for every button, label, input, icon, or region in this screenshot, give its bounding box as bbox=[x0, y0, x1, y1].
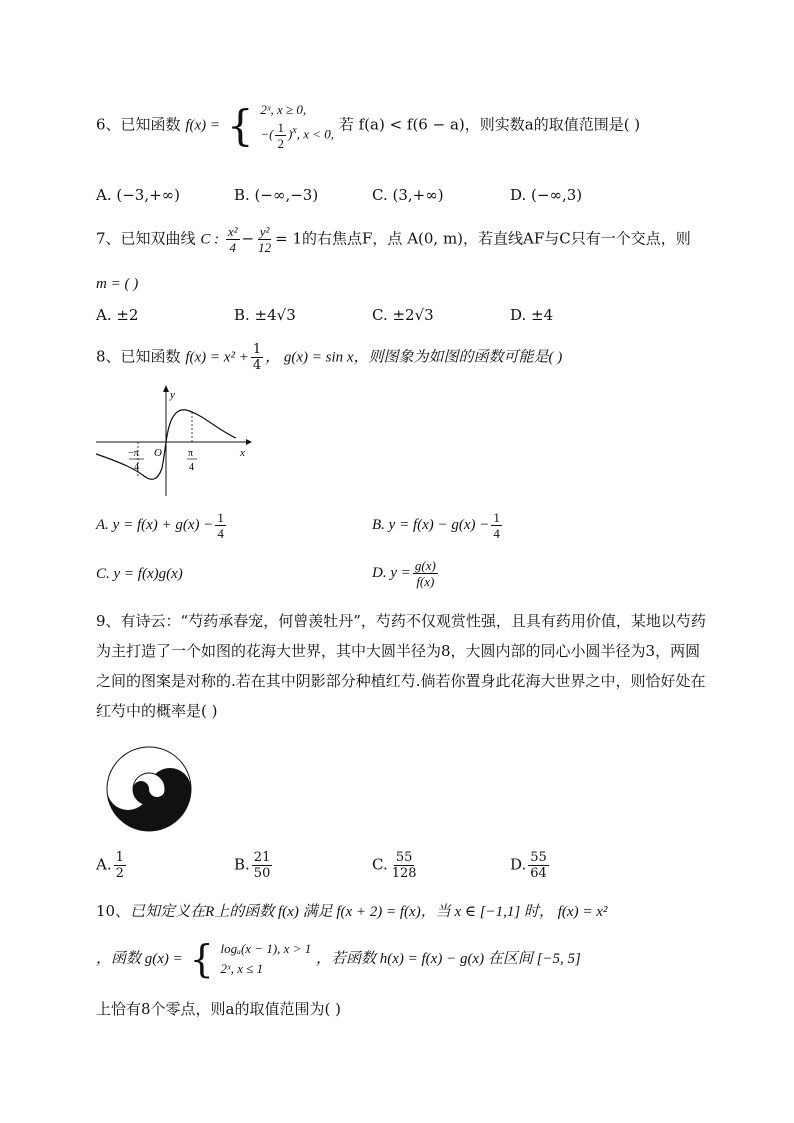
q6-options bbox=[96, 186, 706, 216]
q8-option-d[interactable]: D. y = $\frac{g(x)}{f(x)}$ bbox=[372, 558, 436, 589]
q7-option-a[interactable]: A. ±2 bbox=[96, 306, 139, 324]
q10-case-1: logₐ(x − 1), x > 1 bbox=[220, 941, 312, 956]
q8-option-b[interactable]: B. y = f(x) − g(x) − $\frac{1}{4}$ bbox=[372, 510, 500, 541]
q9-number: 9、 bbox=[96, 612, 121, 630]
q6-function-name: f(x) = bbox=[185, 117, 221, 134]
q10-line-2 bbox=[96, 938, 706, 980]
question-7: 7、已知双曲线 C : $\frac{\text{x²}}{4}$ − $\frac{\text{y²}}{12}$ = 1的右焦点F，点 A(0, m)，若直线AF与C只有一个交点，则 bbox=[96, 224, 691, 255]
q9-taiji-figure bbox=[106, 746, 192, 832]
q7-option-b[interactable]: B. ±4√3 bbox=[234, 306, 296, 324]
q9-option-c[interactable]: C. $\frac{55}{128}$ bbox=[372, 850, 417, 881]
question-9 bbox=[96, 606, 706, 726]
q7-rest: 的右焦点F，点 A(0, m)，若直线AF与C只有一个交点，则 bbox=[302, 229, 691, 248]
q7-equals: = 1 bbox=[275, 229, 303, 248]
q6-brace: { bbox=[226, 100, 254, 150]
q8-options-cd bbox=[96, 558, 706, 596]
question-8 bbox=[96, 342, 706, 373]
q8-neg-tick-den: 4 bbox=[134, 462, 139, 473]
q6-cases bbox=[260, 100, 334, 151]
q7-options bbox=[96, 306, 706, 336]
q8-f-def: f(x) = x² + bbox=[185, 349, 249, 366]
q6-option-c[interactable]: C. (3,+∞) bbox=[372, 186, 444, 204]
q8-y-label: y bbox=[170, 389, 175, 401]
q8-g-def: ， g(x) = sin x，则图象为如图的函数可能是( ) bbox=[265, 349, 563, 366]
q6-case-2: −( $\frac{1}{2}$ )$^x$, x < 0, bbox=[260, 120, 335, 151]
q10-line-3: 上恰有8个零点，则a的取值范围为( ) bbox=[96, 1000, 341, 1018]
q10-number: 10、 bbox=[96, 902, 131, 920]
q8-pos-tick-den: 4 bbox=[189, 462, 194, 473]
question-6 bbox=[96, 100, 706, 151]
q6-lead: 已知函数 bbox=[120, 115, 181, 134]
q8-option-a[interactable]: A. y = f(x) + g(x) − $\frac{1}{4}$ bbox=[96, 510, 224, 541]
q9-text: 有诗云：“芍药承春宠，何曾羡牡丹”，芍药不仅观赏性强，且具有药用价值，某地以芍药为主打造了一个如图的花海大世界，其中大圆半径为8，大圆内部的同心小圆半径为3，两圆之间的图案是对称的.若在其中阴影部分种植红芍.倘若你置身此花海大世界之中，则恰好处在红芍中的概率是( ) bbox=[96, 612, 706, 720]
q7-x-term: $\frac{\text{x²}}{4}$ bbox=[227, 224, 238, 255]
q7-lead: 已知双曲线 bbox=[120, 229, 196, 248]
q7-option-c[interactable]: C. ±2√3 bbox=[372, 306, 434, 324]
q7-curve-label: C : bbox=[200, 231, 220, 248]
q10-cases bbox=[221, 939, 312, 979]
q7-y-term: $\frac{\text{y²}}{12}$ bbox=[258, 224, 272, 255]
q8-y-arrow bbox=[163, 385, 169, 392]
q9-options bbox=[96, 850, 706, 890]
q8-neg-tick-num: −π bbox=[128, 448, 139, 459]
question-10 bbox=[96, 900, 706, 923]
q6-option-d[interactable]: D. (−∞,3) bbox=[510, 186, 583, 204]
q6-option-a[interactable]: A. (−3,+∞) bbox=[96, 186, 181, 204]
q8-options-ab bbox=[96, 510, 706, 544]
q6-option-b[interactable]: B. (−∞,−3) bbox=[234, 186, 319, 204]
q8-number: 8、 bbox=[96, 347, 121, 366]
q8-origin-label: O bbox=[154, 447, 162, 459]
q8-function-graph bbox=[94, 384, 254, 500]
q8-x-label: x bbox=[240, 447, 245, 459]
q6-case-1: 2ˣ, x ≥ 0, bbox=[260, 102, 307, 117]
q6-condition: 若 f(a) < f(6 − a)，则实数a的取值范围是( ) bbox=[338, 115, 641, 134]
q8-pos-tick-num: π bbox=[188, 448, 194, 459]
q10-line-1: 已知定义在R上的函数 f(x) 满足 f(x + 2) = f(x)，当 x ∈ [−1,1] 时， f(x) = x² bbox=[130, 904, 608, 920]
q9-option-a[interactable]: A. $\frac{1}{2}$ bbox=[96, 850, 124, 881]
q6-number: 6、 bbox=[96, 115, 121, 134]
q7-option-d[interactable]: D. ±4 bbox=[510, 306, 554, 324]
q8-quarter: $\frac{1}{4}$ bbox=[252, 342, 262, 373]
q8-lead: 已知函数 bbox=[120, 347, 181, 366]
q10-g-lead: ，函数 g(x) = bbox=[96, 951, 183, 967]
q7-number: 7、 bbox=[96, 229, 121, 248]
q10-line-2-post: ，若函数 h(x) = f(x) − g(x) 在区间 [−5, 5] bbox=[315, 951, 581, 967]
q9-option-d[interactable]: D. $\frac{55}{64}$ bbox=[510, 850, 547, 881]
q7-line-2: m = ( ) bbox=[96, 276, 139, 292]
q9-option-b[interactable]: B. $\frac{21}{50}$ bbox=[234, 850, 271, 881]
q8-x-arrow bbox=[246, 439, 252, 445]
q8-option-c[interactable]: C. y = f(x)g(x) bbox=[96, 566, 183, 582]
q10-case-2: 2ˣ, x ≤ 1 bbox=[220, 961, 264, 976]
q10-brace: { bbox=[189, 937, 214, 981]
